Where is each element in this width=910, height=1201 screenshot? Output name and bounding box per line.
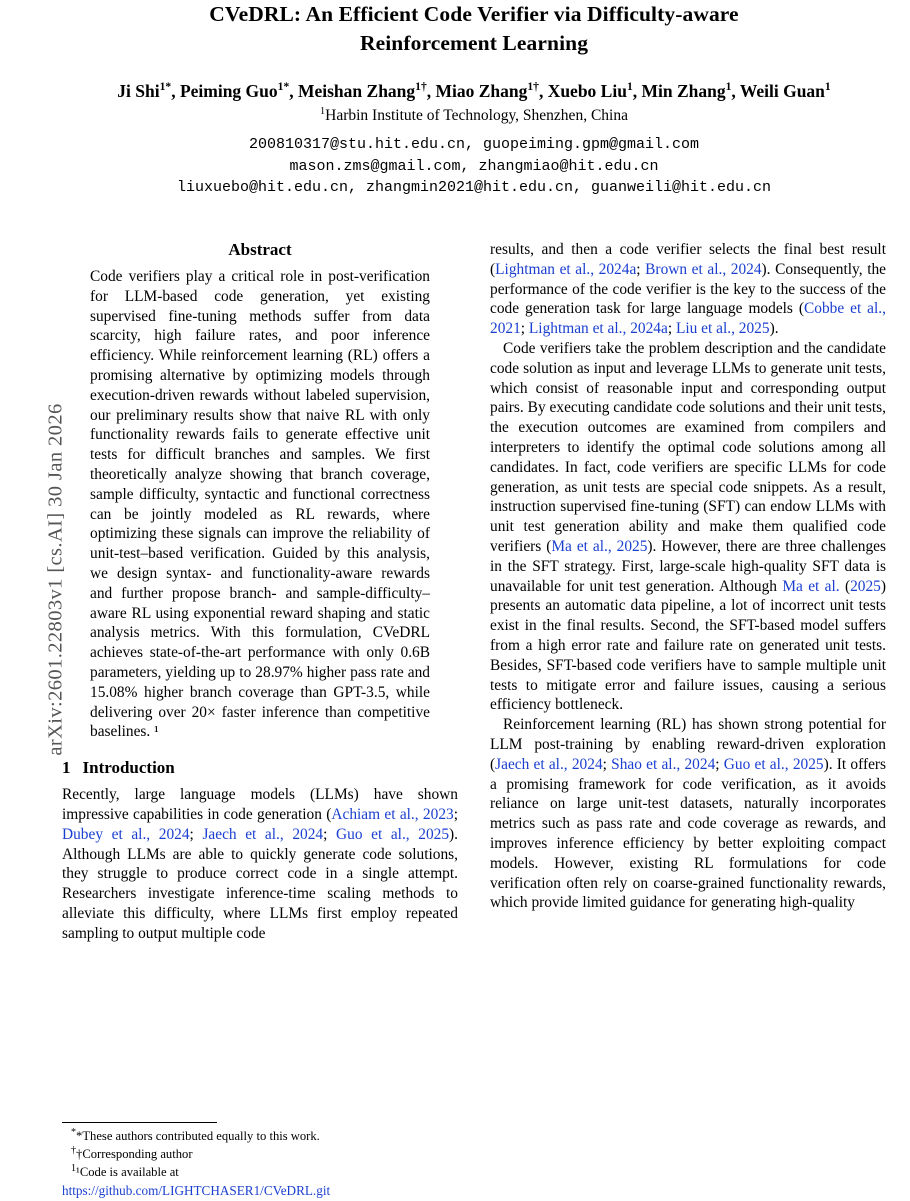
author-emails [62,134,886,199]
citation-shao[interactable]: Shao et al., 2024 [611,755,716,773]
footnote-rule [62,1122,217,1123]
right-text-3b: ). It offers a promising framework for code verification, as it avoids reliance on large unit-test datasets, naturally incorporates metrics such as pass rate and code coverage as rewards, and improves inference efficiency by better exploiting compact models. However, existing RL formulations for code verification often rely on coarse-grained functionality rewards, which provide limited guidance for generating high-quality [490,755,887,912]
footnote-1-text: *These authors contributed equally to this work. [76,1129,320,1143]
cite-sep-r4: ; [667,320,676,338]
citation-guo-2[interactable]: Guo et al., 2025 [723,755,824,773]
citation-achiam[interactable]: Achiam et al., 2023 [331,805,454,823]
author-names: Ji Shi$^{1*}$, Peiming Guo$^{1*}$, Meishan Zhang$^{1\dagger}$, Miao Zhang$^{1\dagger}$, Xuebo Liu$^1$, Min Zhang$^1$, Weili Guan$^1$ [117,81,831,102]
right-text-3a: Reinforcement learning (RL) has shown strong potential for LLM post-training by enabling reward-driven exploration ( [490,716,886,773]
page-title [62,0,886,58]
citation-ma-2025[interactable]: Ma et al., 2025 [551,537,648,555]
cite-sep-2: ; [189,825,203,843]
abstract-block [62,240,458,742]
abstract-heading: Abstract [228,240,292,259]
intro-paragraph-1 [62,785,458,943]
footnote-3-link-wrap [62,1182,458,1201]
intro-text-a: Recently, large language models (LLMs) have shown impressive capabilities in code generation ( [62,786,458,823]
cite-sep-r9: ; [602,755,612,773]
citation-lightman-b[interactable]: Lightman et al., 2024a [528,320,668,338]
title-line-1: CVeDRL: An Efficient Code Verifier via Difficulty-aware [209,2,739,26]
citation-jaech-2[interactable]: Jaech et al., 2024 [495,755,603,773]
cite-sep-r10: ; [715,755,724,773]
section-number: 1 [62,758,71,778]
email-line-1: 200810317@stu.hit.edu.cn, guopeiming.gpm@gmail.com [248,135,700,153]
citation-ma-inline[interactable]: Ma et al. [782,577,840,595]
citation-lightman-a[interactable]: Lightman et al., 2024a [495,260,637,278]
email-line-3: liuxuebo@hit.edu.cn, zhangmin2021@hit.edu.cn, guanweili@hit.edu.cn [176,179,772,197]
code-repository-link[interactable]: https://github.com/LIGHTCHASER1/CVeDRL.git [62,1182,331,1198]
citation-dubey[interactable]: Dubey et al., 2024 [62,825,190,843]
email-line-2: mason.zms@gmail.com, zhangmiao@hit.edu.cn [289,157,659,175]
intro-text-b: ). Although LLMs are able to quickly generate code solutions, they struggle to produce correct code in a single attempt. Researchers investigate inference-time scaling methods to alleviate this difficulty, where LLMs first employ repeated sampling to output multiple code [62,825,459,942]
citation-guo[interactable]: Guo et al., 2025 [336,825,450,843]
right-paragraph-2 [490,339,886,715]
citation-year-2025[interactable]: 2025 [850,577,881,595]
footnote-area [62,1122,458,1201]
cite-sep-3: ; [323,825,337,843]
section-title-introduction [62,758,458,778]
affiliation: $^1$Harbin Institute of Technology, Shenzhen, China [320,105,628,124]
citation-liu[interactable]: Liu et al., 2025 [675,320,770,338]
abstract-text: Code verifiers play a critical role in post-verification for LLM-based code generation, yet existing supervised fine-tuning methods suffer from data scarcity, high failure rates, and poor inference efficiency. While reinforcement learning (RL) offers a promising alternative by optimizing models through execution-driven rewards without labeled supervision, our preliminary results show that naive RL with only functionality rewards fails to generate effective unit tests for difficult branches and samples. We first theoretically analyze showing that branch coverage, sample difficulty, syntactic and functional correctness can be jointly modeled as RL rewards, where optimizing these signals can improve the reliability of unit-test–based verification. Guided by this analysis, we design syntax- and functionality-aware rewards and further propose branch- and sample-difficulty–aware RL using exponential reward shaping and static analysis metrics. With this formulation, CVeDRL achieves state-of-the-art performance with only 0.6B parameters, yielding up to 28.97% higher pass rate and 15.08% higher branch coverage than GPT-3.5, while delivering over 20× faster inference than competitive baselines. ¹ [90,268,430,741]
right-column [490,240,886,944]
author-list [62,80,886,103]
citation-brown[interactable]: Brown et al., 2024 [645,260,762,278]
footnote-3: $^1$¹Code is available at [71,1162,179,1179]
title-line-2: Reinforcement Learning [359,31,589,56]
right-text-2d: ) presents an automatic data pipeline, a lot of incorrect unit tests exist in the final results. Second, the SFT-based model suffers from a high error rate and failure rate on generated unit tests. Besides, SFT-based code verifiers have to sample multiple unit tests to mitigate error and failure issues, causing a serious efficiency bottleneck. [490,577,886,714]
right-text-2c: ( [839,577,851,595]
cite-sep-r3: ; [520,320,529,338]
left-column [62,240,458,944]
section-label: Introduction [82,758,175,778]
footnote-2-text: †Corresponding author [76,1146,193,1161]
footnote-3-text: ¹Code is available at [76,1164,179,1179]
right-text-1a: results, and then a code verifier selects the final best result ( [490,241,886,278]
right-text-2a: Code verifiers take the problem description and the candidate code solution as input and leverage LLMs to generate unit tests, which consist of reasonable input and corresponding output pairs. By executing candidate code solutions and their unit tests, the execution outcomes are examined from compilers and interpreters to identify the optimal code solutions among all candidates. In fact, code verifiers are specific LLMs for code generation, as unit tests are special code snippets. As a result, instruction supervised fine-tuning (SFT) can endow LLMs with unit test generation ability and make them qualified code verifiers ( [490,339,886,555]
right-text-1c: ). [769,320,779,338]
cite-sep-r1: ; [636,260,646,278]
footnote-1: **These authors contributed equally to this work. [71,1126,320,1143]
citation-cobbe[interactable]: Cobbe et al., 2021 [490,300,886,338]
footnote-2: ††Corresponding author [71,1144,193,1161]
arxiv-stamp: arXiv:2601.22803v1 [cs.AI] 30 Jan 2026 [44,403,67,756]
right-text-1b: ). Consequently, the performance of the code verifier is the key to the success of the code generation task for large language models ( [490,260,886,318]
paper-header [62,0,886,199]
two-column-body [62,240,886,944]
right-paragraph-1 [490,240,886,339]
citation-jaech[interactable]: Jaech et al., 2024 [202,825,324,843]
right-paragraph-3 [490,715,886,913]
cite-sep-1: ; [453,805,458,823]
right-text-2b: ). However, there are three challenges in the SFT strategy. First, large-scale high-quality SFT data is unavailable for unit test generation. Although [490,537,887,595]
